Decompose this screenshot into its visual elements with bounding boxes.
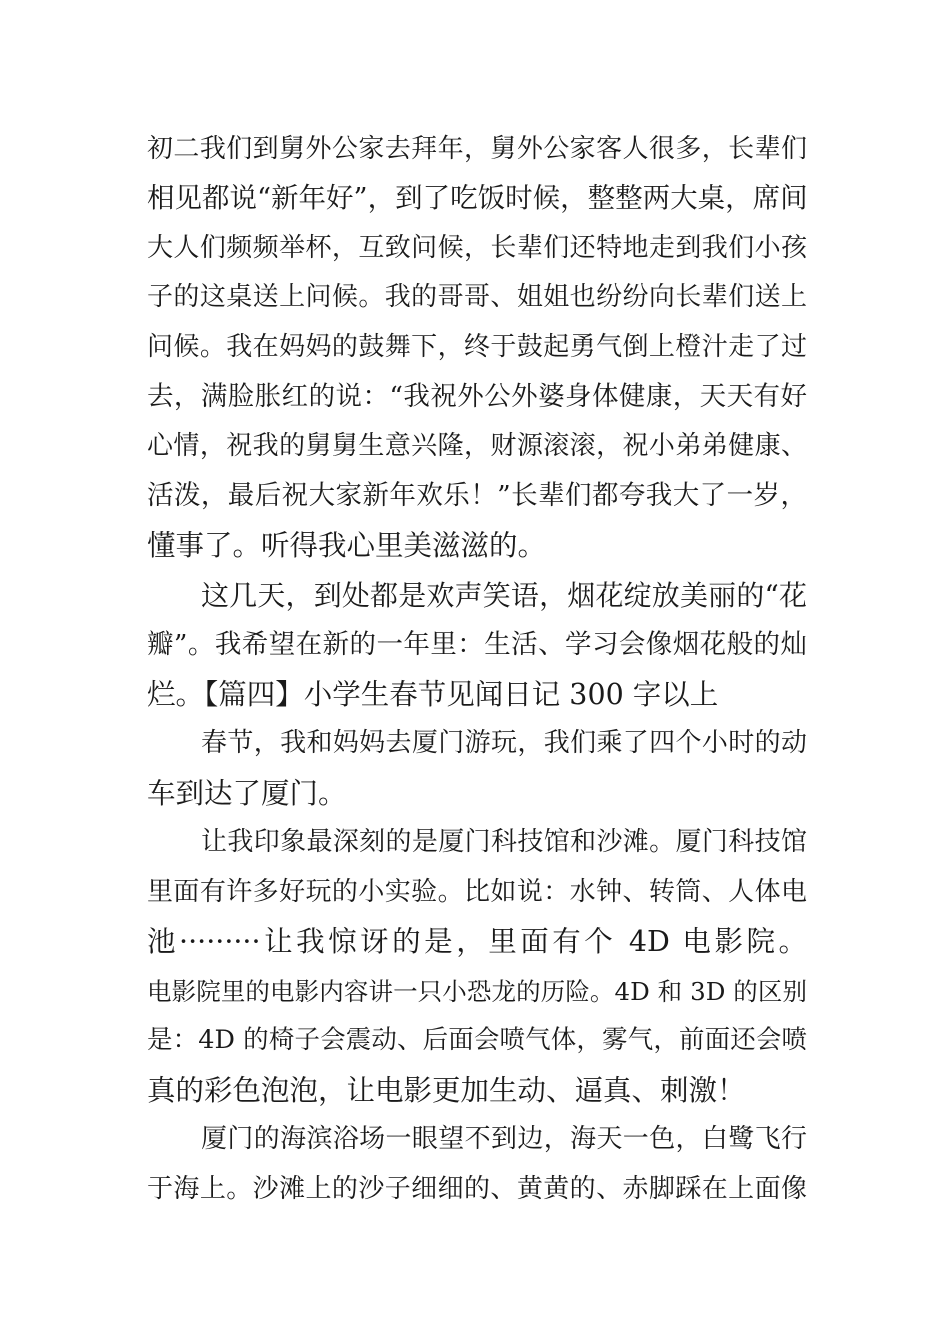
text-line: 去，满脸胀红的说：“我祝外公外婆身体健康，天天有好 (147, 381, 807, 412)
text-line: 车到达了厦门。 (147, 777, 347, 810)
text-line: 池·········让我惊讶的是，里面有个 4D 电影院。 (147, 925, 807, 958)
text-line: 瓣”。我希望在新的一年里：生活、学习会像烟花般的灿 (147, 629, 807, 660)
text-line: 相见都说“新年好”，到了吃饭时候，整整两大桌，席间 (147, 182, 808, 214)
text-line: 厦门的海滨浴场一眼望不到边，海天一色，白鹭飞行 (201, 1124, 807, 1154)
text-line: 春节，我和妈妈去厦门游玩，我们乘了四个小时的动 (201, 728, 807, 758)
text-line: 是：4D 的椅子会震动、后面会喷气体，雾气，前面还会喷 (147, 1025, 807, 1055)
text-line: 于海上。沙滩上的沙子细细的、黄黄的、赤脚踩在上面像 (147, 1174, 807, 1204)
text-line: 里面有许多好玩的小实验。比如说：水钟、转筒、人体电 (147, 877, 807, 907)
text-line: 初二我们到舅外公家去拜年，舅外公家客人很多，长辈们 (147, 134, 807, 164)
text-line: 电影院里的电影内容讲一只小恐龙的历险。4D 和 3D 的区别 (147, 977, 807, 1006)
text-line: 子的这桌送上问候。我的哥哥、姐姐也纷纷向长辈们送上 (147, 282, 807, 312)
text-line: 大人们频频举杯，互致问候，长辈们还特地走到我们小孩 (147, 233, 807, 263)
text-line: 真的彩色泡泡，让电影更加生动、逼真、刺激！ (147, 1074, 746, 1107)
text-line: 懂事了。听得我心里美滋滋的。 (147, 529, 547, 562)
text-line: 活泼，最后祝大家新年欢乐！”长辈们都夸我大了一岁， (147, 480, 807, 511)
text-line: 问候。我在妈妈的鼓舞下，终于鼓起勇气倒上橙汁走了过 (147, 332, 807, 362)
text-line: 让我印象最深刻的是厦门科技馆和沙滩。厦门科技馆 (201, 827, 807, 857)
section-heading-line: 烂。【篇四】小学生春节见闻日记 300 字以上 (147, 678, 719, 711)
text-line: 心情，祝我的舅舅生意兴隆，财源滚滚，祝小弟弟健康、 (147, 431, 807, 461)
text-line: 这几天，到处都是欢声笑语，烟花绽放美丽的“花 (201, 579, 807, 612)
